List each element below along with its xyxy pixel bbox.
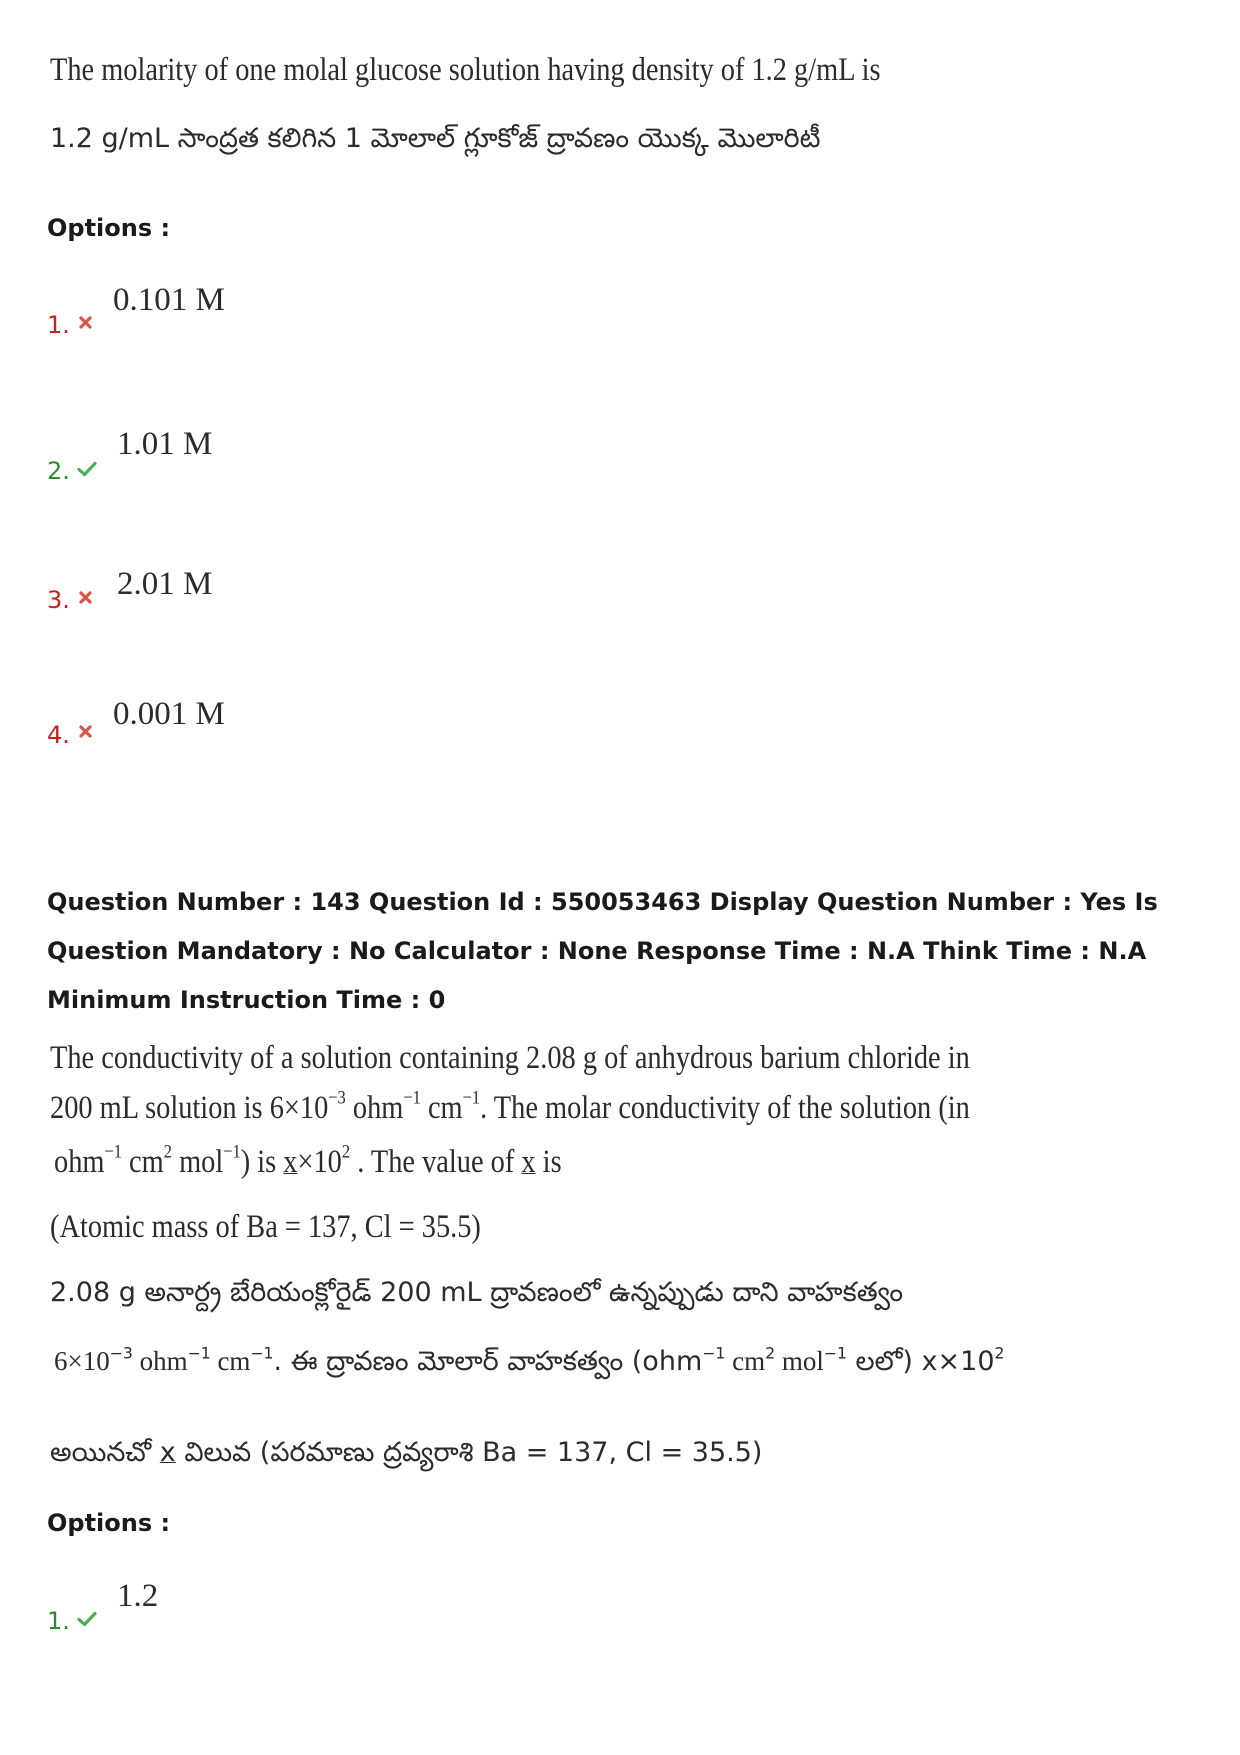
cross-icon xyxy=(79,316,92,329)
option-number: 4. xyxy=(47,721,70,749)
q142-option-2 xyxy=(47,457,70,485)
q143-text-telugu-line3: అయినచో x విలువ (పరమాణు ద్రవ్యరాశి Ba = 137, Cl = 35.5) xyxy=(50,1437,763,1468)
q142-option-4-value: 0.001 M xyxy=(113,696,225,732)
checkmark-icon xyxy=(77,1611,97,1627)
option-number: 1. xyxy=(47,1607,70,1635)
option-number: 3. xyxy=(47,586,70,614)
checkmark-icon xyxy=(77,461,97,477)
cross-icon xyxy=(79,725,92,738)
q143-metadata: Question Number : 143 Question Id : 550053463 Display Question Number : Yes Is Question Mandatory : No Calculator : None Response Time : N.A Think Time : N.A Minimum Instruction Time : 0 xyxy=(47,888,1158,1014)
q142-option-4 xyxy=(47,721,70,749)
q142-option-2-value: 1.01 M xyxy=(117,426,213,462)
q143-text-english-line4: (Atomic mass of Ba = 137, Cl = 35.5) xyxy=(50,1209,481,1245)
q142-options-label: Options : xyxy=(47,214,171,242)
q143-text-telugu-line1: 2.08 g అనార్ద్ర బేరియంక్లోరైడ్ 200 mL ద్రావణంలో ఉన్నప్పుడు దాని వాహకత్వం xyxy=(50,1277,904,1308)
cross-icon xyxy=(79,591,92,604)
q142-text-telugu: 1.2 g/mL సాంద్రత కలిగిన 1 మోలాల్ గ్లూకోజ్ ద్రావణం యొక్క మొలారిటీ xyxy=(50,123,821,154)
q143-options-label: Options : xyxy=(47,1509,171,1537)
q143-text-english-line1: The conductivity of a solution containing 2.08 g of anhydrous barium chloride in xyxy=(50,1040,970,1076)
q142-option-3 xyxy=(47,586,70,614)
q143-text-english-line2: 200 mL solution is $6\times 10^{-3}$ ohm$^{-1}$ $cm^{-1}$. The molar conductivity of the solution (in xyxy=(50,1087,970,1126)
q143-text-english-line3: ohm$^{-1}$ $cm^2$ mol$^{-1}$) is $x\times 10^2$ . The value of x is xyxy=(54,1141,562,1180)
q143-option-1 xyxy=(47,1607,70,1635)
q142-text-english: The molarity of one molal glucose solution having density of 1.2 g/mL is xyxy=(50,52,881,88)
q142-option-3-value: 2.01 M xyxy=(117,566,213,602)
option-number: 2. xyxy=(47,457,70,485)
option-number: 1. xyxy=(47,311,70,339)
q143-text-telugu-line2: $6\times 10^{-3}$ ohm$^{-1}$ $cm^{-1}$. ఈ ద్రావణం మోలార్ వాహకత్వం (ohm$^{-1}$ $cm^2$ mol$^{-1}$ లలో) $x\times 10^2$ xyxy=(54,1343,1005,1377)
q142-option-1-value: 0.101 M xyxy=(113,282,225,318)
q142-option-1 xyxy=(47,311,70,339)
q143-option-1-value: 1.2 xyxy=(117,1578,159,1614)
